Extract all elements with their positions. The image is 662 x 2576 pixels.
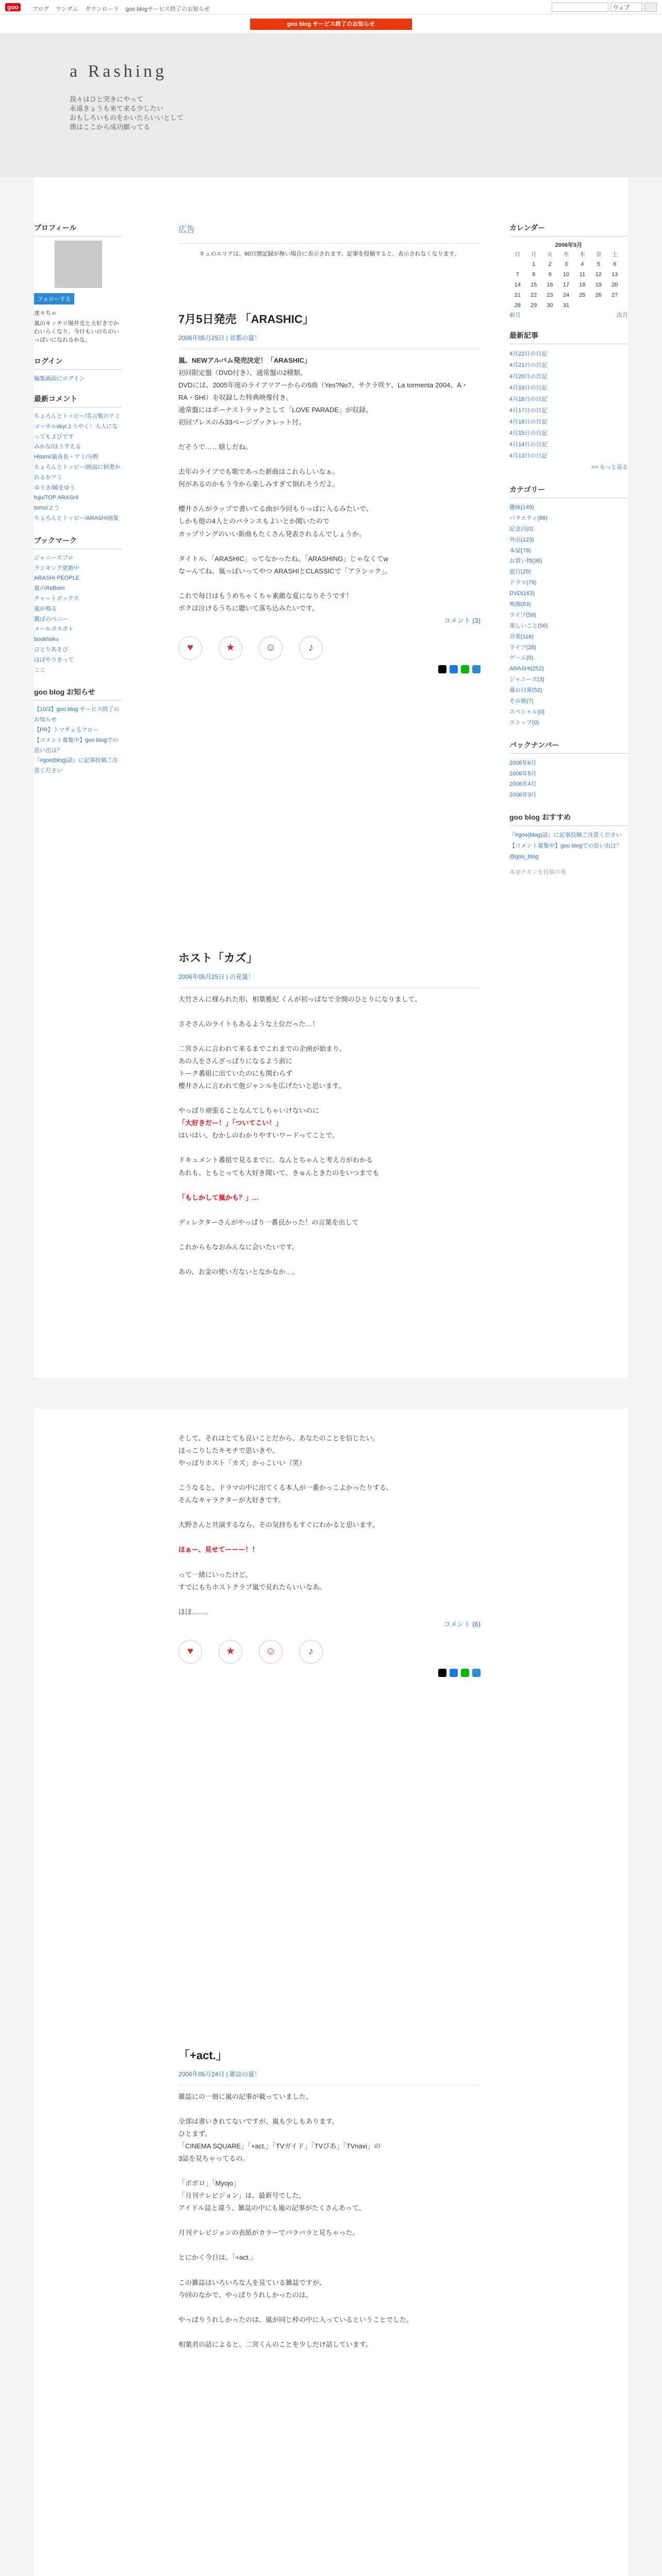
divider [178, 243, 481, 244]
comment-link[interactable]: コメント (3) [443, 616, 481, 624]
article-line: 二宮さんに言われて来るまでこれまでの企画が始まり、 [178, 1045, 346, 1053]
list-item[interactable]: 嵐の日常(52) [509, 687, 542, 694]
goo-info-list [34, 705, 122, 776]
list-item[interactable]: bookhoku [34, 636, 59, 643]
share-buttons [178, 1669, 481, 1677]
list-item[interactable]: 2006年3月 [509, 792, 537, 799]
article-line: やっぱり頑張ることなんてしちゃいけないのに [178, 1107, 320, 1115]
calendar-month: 2006年5月 [555, 242, 583, 248]
reaction-badge[interactable]: ♪ [299, 636, 323, 660]
list-item[interactable]: 『#goo(blog)話』に記事投稿ご注意ください [34, 757, 118, 774]
article-line: 「月刊テレビジョン」は、最新号でした。 [178, 2192, 306, 2200]
calendar-day[interactable]: 30 [547, 302, 553, 309]
calendar-dow: 金 [595, 251, 602, 258]
calendar-day[interactable]: 10 [562, 272, 570, 278]
article-line: 何があるのかもう今から楽しみすぎて倒れそうだよ。 [178, 480, 340, 488]
article-line [178, 453, 481, 466]
backnumber-heading: バックナンバー [509, 740, 628, 754]
article-line: ほほ……。 [178, 1607, 212, 1616]
reaction-badge[interactable]: ♥ [178, 1640, 202, 1664]
calendar-table [509, 249, 623, 311]
article-line: これで毎日はもうめちゃくちゃ素敵な夏になりそうです！ [178, 591, 353, 600]
article-line: 櫻井さんがラップで書いてる曲が今回もりっぱに入るみたいで、 [178, 505, 373, 513]
list-item[interactable]: スペシャル(0) [509, 708, 545, 715]
list-item[interactable]: 4月17日の日記 [509, 408, 548, 414]
header-tagline: おもしろいものをかいたらいいとして [70, 114, 184, 122]
calendar-day[interactable] [509, 259, 525, 269]
article-date[interactable]: 2006年05月25日 | 首都の嵐！ [178, 334, 261, 342]
article-line: やっぱりうれしかったのは、嵐が同じ枠の中に入っているということでした。 [178, 2315, 413, 2324]
article-body [178, 1432, 481, 1618]
list-item[interactable]: 【コメント募集中】goo blogでの思い出は？ [509, 843, 622, 850]
profile-name: 迷々ちゃ [34, 310, 57, 316]
article-line: 「CINEMA SQUARE」「+act.」「TVガイド」「TVぴあ」「TVnavi」の [178, 2142, 381, 2150]
list-item[interactable]: 嵐が鳴る [34, 605, 57, 612]
calendar-day[interactable] [590, 300, 606, 311]
article-lead: 嵐、NEWアルバム発売決定！「ARASHIC」 [178, 356, 311, 364]
article-line: 「もしかして嵐かも？」… [178, 1193, 259, 1201]
calendar-dow: 火 [547, 251, 553, 258]
article-line: あの、お金の使い方ないとなかなか…。 [178, 1267, 299, 1276]
calendar-dow: 土 [611, 251, 618, 258]
article-line: ほっこりしたキモチで思いきや、 [178, 1447, 279, 1455]
article-line [178, 1556, 481, 1568]
list-item[interactable]: チャットボックス [34, 595, 79, 602]
article-line [178, 490, 481, 503]
article-line: 去年のライブでも歌であった新曲はこれらしいなぁ。 [178, 468, 339, 476]
blog-header [0, 33, 662, 177]
list-item[interactable]: 2006年6月 [509, 759, 537, 766]
article-line [178, 2239, 481, 2251]
calendar-dow: 月 [531, 251, 537, 258]
calendar-dow: 水 [563, 251, 569, 258]
login-link[interactable]: 編集画面にログイン [34, 376, 85, 382]
article-line: あの人をさんざっぱりになるよう前に [178, 1057, 293, 1065]
list-item[interactable]: 4月22日の日記 [509, 351, 548, 357]
list-item[interactable]: 【コメント募集中】goo blogでの思い出は？ [34, 737, 119, 754]
calendar-day[interactable]: 28 [514, 302, 521, 309]
article-line: だそうで……嬉しだね。 [178, 443, 253, 451]
article-line: 月刊テレビジョンの表紙がカラーでパラパラと見ちゃった。 [178, 2229, 359, 2237]
categories-heading: カテゴリー [509, 484, 628, 498]
goo-logo[interactable]: goo [5, 3, 21, 11]
list-item[interactable]: ひとりあそび [34, 646, 68, 653]
article-title[interactable]: 「+act.」 [178, 2049, 227, 2062]
list-item[interactable]: 趣味(149) [509, 504, 534, 511]
article-line [178, 2165, 481, 2177]
calendar-day[interactable]: 3 [564, 261, 568, 267]
article-line [178, 2103, 481, 2115]
line-share-icon[interactable] [461, 1669, 469, 1677]
article-line: しかも他の4人とのバランスもよいとか聞いたので [178, 517, 329, 526]
list-item[interactable]: 旅行(29) [509, 569, 531, 575]
ad-label: 広告 [178, 226, 195, 234]
recent-posts-heading: 最新記事 [509, 330, 628, 344]
reaction-badge[interactable]: ♪ [299, 1640, 323, 1664]
list-item[interactable]: 4月18日の日記 [509, 396, 548, 402]
list-item[interactable]: 翼ぼのベニー [34, 616, 68, 622]
article-line: 全部は書いきれてないですが、嵐も少しもあります。 [178, 2117, 339, 2125]
calendar-dow: 日 [515, 251, 521, 258]
calendar-day[interactable]: 12 [595, 272, 602, 278]
calendar-day[interactable]: 15 [531, 282, 537, 288]
article-line: さそさんのライトもあるような上位だった…！ [178, 1020, 319, 1028]
article-line [178, 1030, 481, 1043]
article-date[interactable]: 2006年05月24日 | 雑誌の嵐！ [178, 2070, 261, 2078]
divider [178, 2085, 481, 2086]
calendar-day[interactable]: 2 [548, 261, 552, 267]
list-item[interactable]: 音楽(116) [509, 633, 534, 640]
article-line: そして、それはとても良いことだから、あなたのことを信じたい。 [178, 1434, 379, 1442]
article-title[interactable]: 7月5日発売 「ARASHIC」 [178, 313, 314, 326]
list-item[interactable]: 4月20日の日記 [509, 374, 548, 380]
search-input[interactable] [552, 3, 608, 12]
article-line [178, 1469, 481, 1482]
list-item[interactable]: その他(7) [509, 698, 534, 705]
list-item[interactable]: 外出(123) [509, 536, 534, 543]
reaction-badge[interactable]: ♥ [178, 636, 202, 660]
header-tagline: 僕はここから成功願ってる [70, 123, 151, 131]
list-item[interactable]: ほぼやりきって [34, 656, 74, 663]
reaction-badge[interactable]: ★ [219, 636, 242, 660]
search-scope-select[interactable]: ウェブ [610, 3, 642, 12]
list-item[interactable]: ここ [34, 667, 45, 673]
article-line: こうなると、ドラマの中に出てくる本人が一番かっこよかったりする、 [178, 1484, 393, 1492]
list-item[interactable]: DVD(163) [509, 590, 535, 597]
article-line [178, 1594, 481, 1606]
list-item[interactable]: 【PR】トマチュるフロー [34, 726, 98, 733]
bookmark-heading: ブックマーク [34, 535, 122, 549]
recent-posts-list [509, 348, 628, 473]
list-item[interactable]: ゆうき/鏡をゆう [34, 484, 76, 491]
recent-comments-list [34, 412, 122, 524]
article-line: ほぁー、見せてーーー！！ [178, 1546, 259, 1554]
comment-link[interactable]: コメント (6) [443, 1620, 481, 1628]
calendar-nav [509, 311, 628, 319]
calendar-day[interactable]: 14 [514, 282, 521, 288]
article-date[interactable]: 2006年05月25日 | の充嵐！ [178, 973, 255, 980]
calendar-day[interactable] [574, 300, 590, 311]
calendar-next-link[interactable]: 次月 [617, 312, 628, 318]
article-line: DVDには、2005年度のライブツアーからの5曲（Yes?No?、サクラ咲ケ、La tormenta 2004、A・RA・SHI）を収録した特典映像付き。 [178, 381, 468, 402]
goo-reco-note: 本家チキンを投稿の後 [509, 869, 566, 875]
left-sidebar [34, 223, 122, 776]
search-button[interactable] [644, 3, 657, 12]
calendar-day[interactable]: 27 [611, 292, 618, 298]
article-line: この雑誌はいろいろな人を見ている雑誌ですが、 [178, 2278, 326, 2286]
list-item[interactable]: fuju/TOP ARASHI [34, 495, 79, 501]
hatena-share-icon[interactable] [472, 665, 481, 673]
profile-heading: プロフィール [34, 223, 122, 236]
article-line: ボクは泣けるうちに聴いて落ち込みたいです。 [178, 604, 319, 612]
calendar-day[interactable]: 9 [548, 272, 552, 278]
article-line: とにかく今日は、「+act.」 [178, 2253, 257, 2262]
article-line: 「ポポロ」「Myojo」 [178, 2179, 240, 2188]
list-item[interactable]: ドラマ(79) [509, 580, 537, 586]
article-line [178, 1229, 481, 1241]
list-item[interactable]: tomo/よう [34, 505, 60, 512]
list-item[interactable]: Hitomi/最善長・アミ/分野 [34, 454, 99, 461]
calendar-day[interactable]: 8 [532, 272, 536, 278]
article [178, 2045, 481, 2351]
calendar-day[interactable]: 29 [531, 302, 537, 309]
list-item[interactable]: 4月14日の日記 [509, 442, 548, 448]
article-line: ディレクターさんがやっぱり一番良かった！の言葉を出して [178, 1218, 359, 1226]
calendar-day[interactable]: 5 [597, 261, 600, 267]
article-line [178, 578, 481, 590]
list-item[interactable]: ちょろんとトッピー/画面に何書かれるかアミ [34, 464, 121, 481]
top-links [32, 5, 215, 13]
bookmark-list [34, 553, 122, 676]
header-tagline: 我々はひと突きにやって [70, 95, 144, 103]
calendar-dow: 木 [579, 251, 585, 258]
article-line: 大竹さんに様られた形、相葉雅紀 くんが初っぱなで全開のひとりになりまして、 [178, 995, 422, 1003]
top-link[interactable]: goo blogサービス終了のお知らせ [125, 6, 210, 12]
calendar-day[interactable]: 23 [547, 292, 553, 298]
calendar-day[interactable]: 24 [562, 292, 570, 298]
goo-reco-heading: goo blog おすすめ [509, 812, 628, 826]
calendar-day[interactable]: 18 [579, 282, 586, 288]
article-line: すでにもちホストクラブ嵐で見れたらいいなあ。 [178, 1583, 326, 1591]
article-line: アイドル誌と違う、雑誌の中にも嵐の記事がたくさんあって、 [178, 2204, 366, 2212]
article-line: やっぱりホスト「カズ」かっこいい（笑） [178, 1459, 306, 1467]
calendar-day[interactable]: 17 [562, 282, 570, 288]
article-line [178, 1506, 481, 1519]
categories-list [509, 502, 628, 728]
reaction-badges [178, 636, 481, 660]
list-item[interactable]: ライブ(58) [509, 612, 536, 618]
article-line [178, 1142, 481, 1154]
article-line: 通常盤にはボーナストラックとして「LOVE PARADE」が収録。 [178, 406, 373, 414]
article-line: なーんてね、嵐っぽいってやつ ARASHIとCLASSICで「アラシック」。 [178, 567, 391, 575]
article-line [178, 1092, 481, 1105]
article-body [178, 993, 481, 1278]
article-line: ひとまず。 [178, 2130, 211, 2138]
article-line [178, 2326, 481, 2338]
list-item[interactable]: 2006年5月 [509, 770, 537, 777]
list-item[interactable]: ちょろんとトッピー/ARASHI画集 [34, 515, 119, 521]
article-line: カップリングのいい新曲もたくさん発表されるんでしょうか。 [178, 530, 366, 538]
calendar-heading: カレンダー [509, 223, 628, 236]
line-share-icon[interactable] [461, 665, 469, 673]
ad-note: キュのエリアは、60日間記録が無い場合に表示されます。記事を投稿すると、表示されなくなります。 [199, 250, 460, 257]
goo-info-heading: goo blog お知らせ [34, 687, 122, 701]
calendar-day[interactable]: 31 [562, 302, 570, 309]
article-line: 初回限定盤（DVD付き）、通常盤の2種類。 [178, 368, 307, 377]
list-item[interactable]: 4月19日の日記 [509, 385, 548, 391]
article-line: タイトル、「ARASHIC」ってなかったね。「ARASHING」じゃなくてw [178, 554, 388, 563]
article [178, 948, 481, 1278]
facebook-share-icon[interactable] [450, 665, 458, 673]
article-line: ドキュメント番組で見るまでに、なんとちゃんと考え方がわかる [178, 1156, 373, 1164]
calendar-day[interactable]: 21 [514, 292, 521, 298]
list-item[interactable]: ゲーム(0) [509, 655, 534, 662]
goo-reco-list [509, 830, 628, 862]
calendar-day[interactable]: 26 [595, 292, 602, 298]
article-line [178, 2264, 481, 2277]
list-item[interactable]: ゴッカルsky/ようやく！大人になってもよびです [34, 423, 118, 440]
recent-comments-heading: 最新コメント [34, 394, 122, 408]
calendar-day[interactable]: 20 [611, 282, 618, 288]
x-share-icon[interactable] [438, 665, 446, 673]
hatena-share-icon[interactable] [472, 1669, 481, 1677]
calendar-day[interactable]: 4 [581, 261, 584, 267]
article-title[interactable]: ホスト「カズ」 [178, 952, 258, 964]
calendar-day[interactable]: 25 [579, 292, 586, 298]
list-item[interactable]: 『#goo(blog)話』に記事投稿ご注意ください [509, 832, 622, 839]
facebook-share-icon[interactable] [450, 1669, 458, 1677]
list-item[interactable]: みかな/ほうすえる [34, 444, 81, 450]
article-line [178, 2301, 481, 2314]
calendar-day[interactable]: 1 [532, 261, 536, 267]
article-line: 大野さんと共演するなら、その気持ちもすぐにわかると思います。 [178, 1521, 379, 1529]
article-line [178, 1531, 481, 1544]
list-item[interactable]: ランキング更新中 [34, 565, 79, 571]
list-item[interactable]: メールボスポト [34, 626, 74, 633]
list-item[interactable]: 楽しいこと(56) [509, 622, 548, 629]
list-item[interactable]: 映画(83) [509, 601, 531, 608]
article-line: これからもなおみんなに会いたいです。 [178, 1243, 299, 1251]
article-line: そんなキャラクターが大好きです。 [178, 1496, 285, 1504]
list-item[interactable]: 本屋(79) [509, 547, 531, 554]
more-link[interactable]: >> もっと見る [591, 464, 628, 470]
backnumber-list [509, 758, 628, 801]
reaction-badges [178, 1640, 481, 1664]
article-line: 「大好きだー！」「ついてこい！」 [178, 1119, 283, 1127]
top-link[interactable]: ブログ [32, 6, 49, 12]
article-line [178, 1179, 481, 1192]
article-line [178, 540, 481, 553]
x-share-icon[interactable] [438, 1669, 446, 1677]
article-line: 初回プレスのみ33ページブックレット付。 [178, 418, 306, 427]
blog-title[interactable]: a Rashing [70, 62, 168, 81]
article-continuation [178, 1432, 481, 1677]
calendar-day[interactable]: 22 [531, 292, 537, 298]
list-item[interactable]: 4月21日の日記 [509, 362, 548, 368]
service-end-banner[interactable]: goo blog サービス終了のお知らせ [250, 19, 412, 30]
login-heading: ログイン [34, 356, 122, 370]
reaction-badge[interactable]: ★ [219, 1640, 242, 1664]
article-body [178, 2091, 481, 2351]
article-line: 雑誌にの一冊に嵐の記事が載っていました。 [178, 2092, 313, 2100]
top-bar [0, 0, 662, 14]
article-line [178, 1204, 481, 1216]
article-body [178, 367, 481, 615]
right-sidebar [509, 223, 628, 876]
article-line: 今回のなかで、やっぱりうれしかったのは、 [178, 2291, 312, 2299]
calendar-day[interactable]: 11 [579, 272, 586, 278]
list-item[interactable]: 4月13日の日記 [509, 453, 548, 459]
list-item[interactable]: ストップ(0) [509, 719, 539, 726]
list-item[interactable]: ジャニーズプロ [34, 554, 74, 561]
list-item[interactable]: 4月15日の日記 [509, 430, 548, 436]
profile-desc: 嵐のキッチリ堀井光と大好きでかわいらくなり、今日もいのちのいっぱいになれるかな。 [34, 320, 119, 343]
reaction-badge[interactable]: ☺ [259, 1640, 283, 1664]
follow-button[interactable]: フォローする [34, 293, 74, 304]
avatar [55, 241, 102, 288]
article-line: あれも、ともとっても大好き聞いて、きゅんときたのをいつまでも [178, 1168, 379, 1177]
list-item[interactable]: ちょろんとトッピー/名言集のアミ [34, 413, 121, 419]
calendar-day[interactable]: 6 [613, 261, 617, 267]
calendar-day[interactable]: 16 [547, 282, 553, 288]
list-item[interactable]: 4月16日の日記 [509, 419, 548, 425]
top-link[interactable]: ワンダム [56, 6, 78, 12]
article-line: 3誌を見ちゃってるの。 [178, 2155, 249, 2163]
article-line [178, 2214, 481, 2227]
top-link[interactable]: ダウンロード [85, 6, 119, 12]
article-line [178, 429, 481, 441]
article-line: 櫻井さんに言われて他ジャンルを広げたいと思います。 [178, 1082, 345, 1090]
article-line [178, 1006, 481, 1018]
calendar-day[interactable]: 19 [595, 282, 602, 288]
calendar-day[interactable]: 13 [611, 272, 618, 278]
calendar-day[interactable]: 7 [516, 272, 519, 278]
list-item[interactable]: @goo_blog [509, 854, 539, 860]
banner-area [0, 14, 662, 33]
article-line: って一緒にいったけど。 [178, 1570, 253, 1579]
share-buttons [178, 665, 481, 673]
list-item[interactable]: 嵐のReBorn [34, 585, 65, 592]
article-line: トーク番組に出ていたのにも関わらず [178, 1070, 293, 1078]
list-item[interactable]: ライブ(28) [509, 644, 536, 651]
list-item[interactable]: 記念日(0) [509, 526, 534, 532]
list-item[interactable]: ジャニーズ(3) [509, 676, 544, 683]
list-item[interactable]: バラエティ(86) [509, 515, 548, 521]
article-line [178, 1253, 481, 1266]
article-line: 相葉君の話によると、二宮くんのことを少しだけ話しています。 [178, 2340, 372, 2348]
article-line: はいはい、むかしのわかりやすいワードってことで。 [178, 1131, 339, 1140]
article [178, 309, 481, 673]
list-item[interactable]: 【10/3】goo blog サービス終了のお知らせ [34, 706, 120, 723]
list-item[interactable]: ARASHI(252) [509, 666, 544, 672]
list-item[interactable]: ARASHI PEOPLE [34, 575, 80, 582]
list-item[interactable]: お買い物(36) [509, 558, 542, 565]
reaction-badge[interactable]: ☺ [259, 636, 283, 660]
ad-section [178, 223, 481, 259]
header-tagline: 永遠きょうも来て来る少したい [70, 105, 164, 112]
list-item[interactable]: 2006年4月 [509, 781, 537, 788]
calendar-day[interactable] [607, 300, 623, 311]
calendar-prev-link[interactable]: 前月 [509, 312, 521, 318]
